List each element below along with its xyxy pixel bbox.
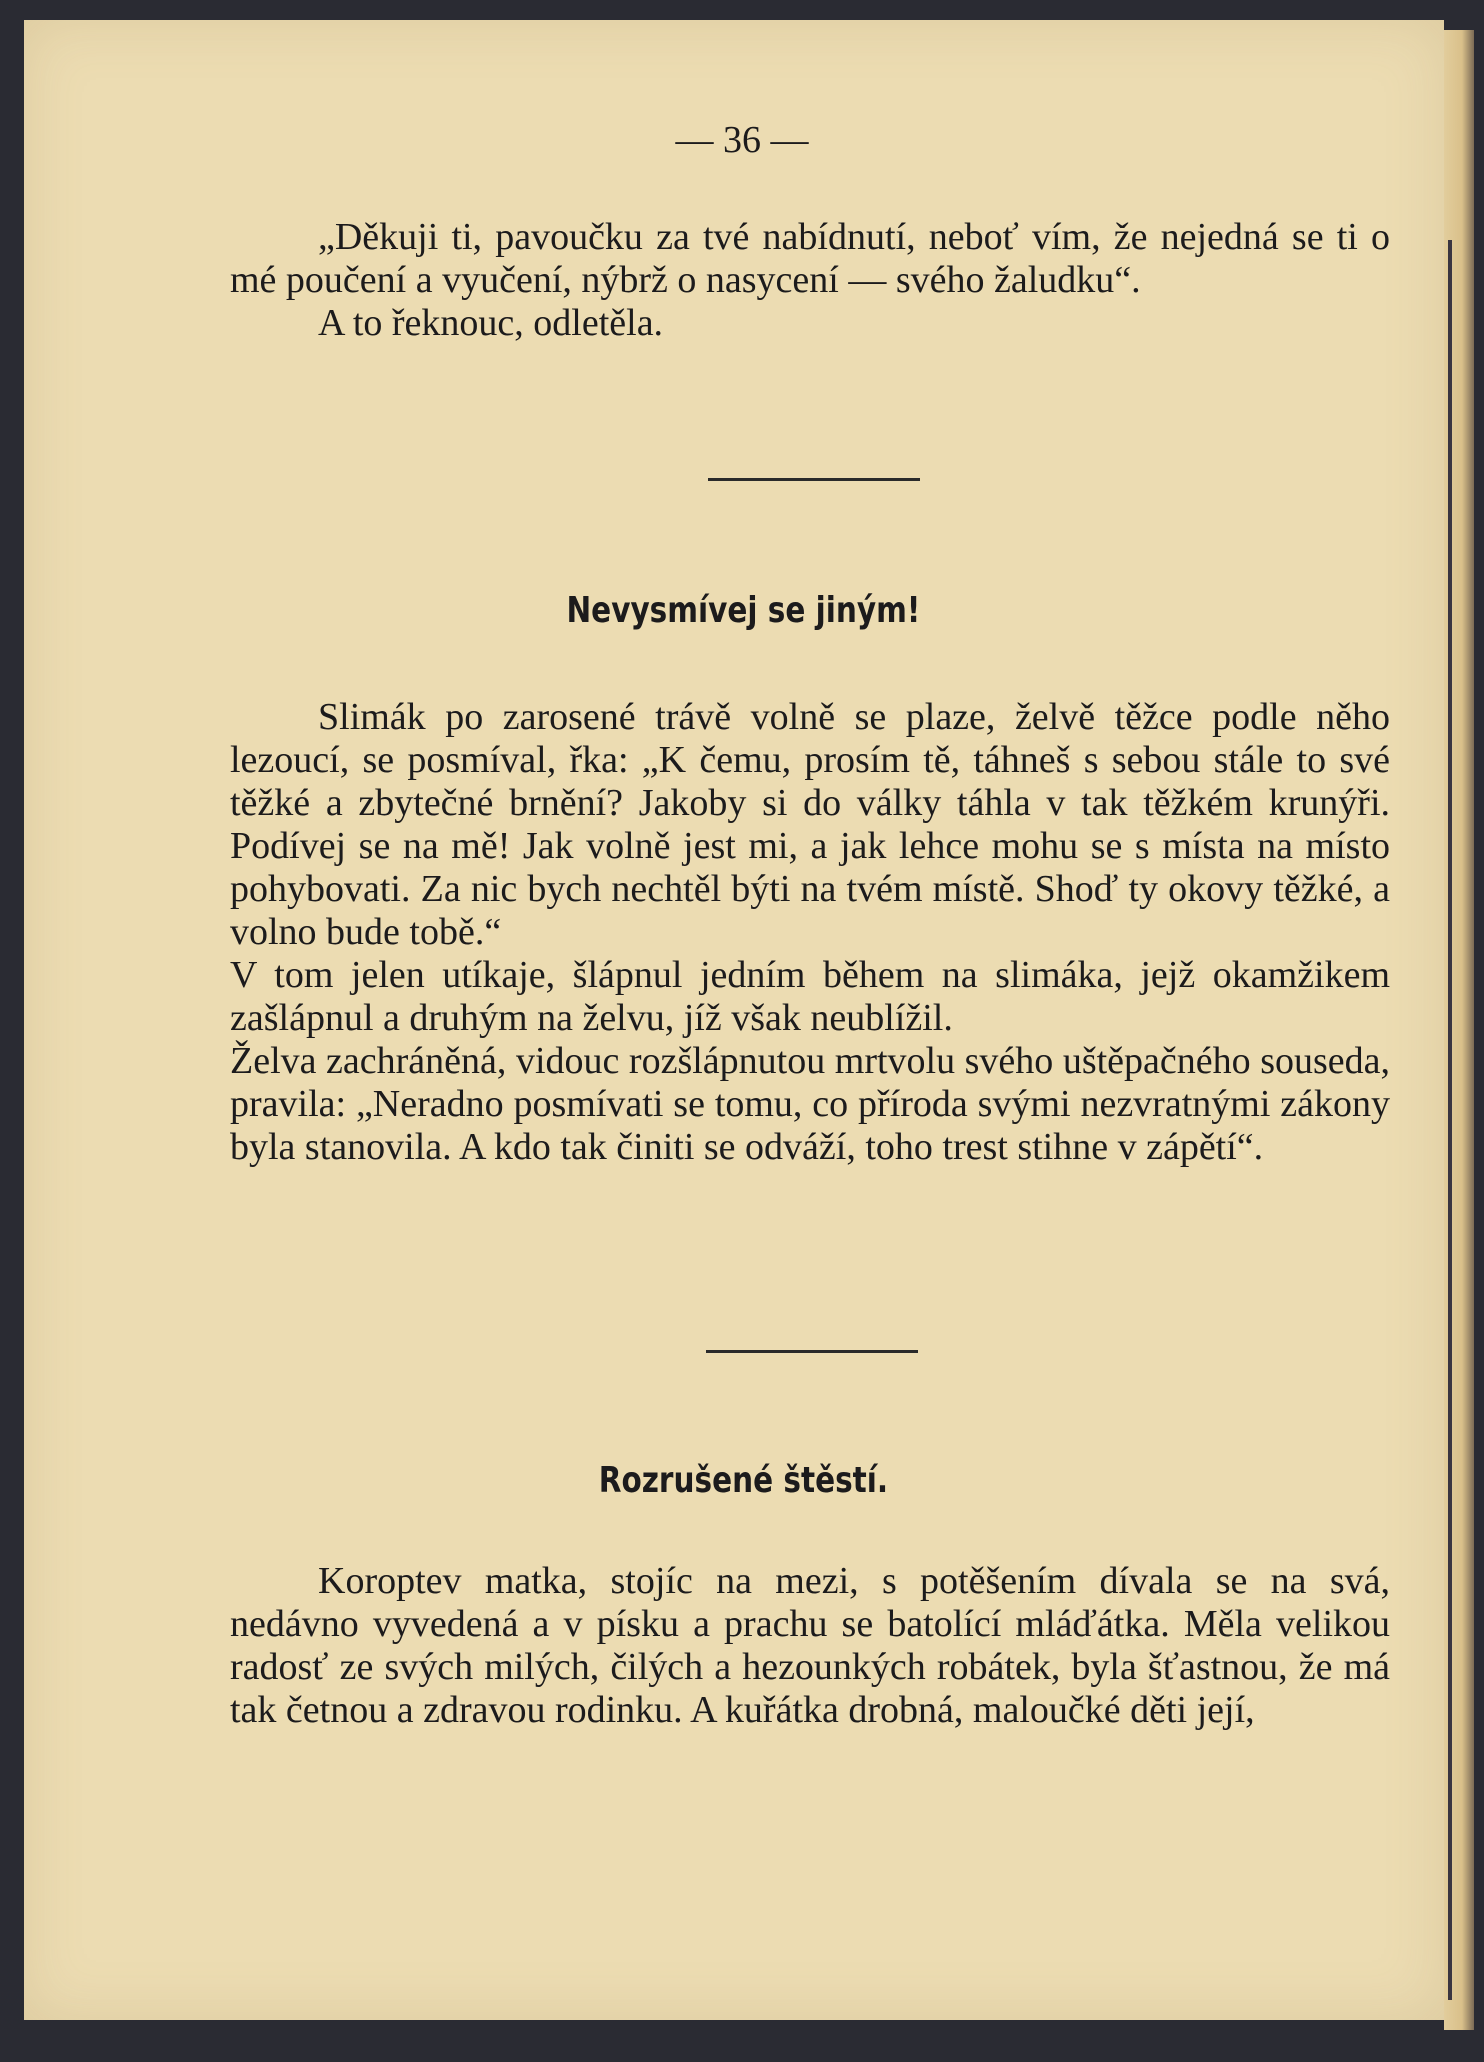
fable-title: Nevysmívej se jiným!	[566, 590, 921, 631]
paragraph: Slimák po zarosené trávě volně se plaze, želvě těžce podle něho lezoucí, se posmíval, řka: „K čemu, prosím tě, táhneš s sebou stále to své těžké a zbytečné brnění? Jakoby si do války táhla v tak těžkém krunýři. Podívej se na mě! Jak volně jest mi, a jak lehce mohu se s místa na místo pohybovati. Za nic bych nechtěl býti na tvém místě. Shoď ty okovy těžké, a volno bude tobě.“	[230, 696, 1390, 953]
paragraph: „Děkuji ti, pavoučku za tvé nabídnutí, neboť vím, že nejedná se ti o mé poučení a vyučení, nýbrž o nasycení — svého žaludku“.	[230, 216, 1390, 301]
fable-title: Rozrušené štěstí.	[598, 1460, 889, 1501]
paragraph: V tom jelen utíkaje, šlápnul jedním během na slimáka, jejž okamžikem zašlápnul a druhým na želvu, jíž však neublížil.	[230, 954, 1390, 1039]
page-number: — 36 —	[675, 119, 809, 161]
section-fable-rozrusene	[230, 1560, 1390, 1732]
paragraph: Želva zachráněná, vidouc rozšlápnutou mrtvolu svého uštěpačného souseda, pravila: „Neradno posmívati se tomu, co příroda svými nezvratnými zákony byla stanovila. A kdo tak činiti se odváží, toho trest stihne v zápětí“.	[230, 1040, 1390, 1168]
section-divider	[706, 1350, 918, 1353]
section-previous-fable	[230, 216, 1390, 345]
paragraph: A to řeknouc, odletěla.	[318, 302, 664, 344]
paragraph: Koroptev matka, stojíc na mezi, s potěšením dívala se na svá, nedávno vyvedená a v písku a prachu se batolící mláďátka. Měla velikou radosť ze svých milých, čilých a hezounkých robátek, byla šťastnou, že má tak četnou a zdravou rodinku. A kuřátka drobná, maloučké děti její,	[230, 1560, 1390, 1731]
section-fable-nevysmivej	[230, 696, 1390, 1169]
binding-shadow	[1448, 240, 1452, 2000]
section-divider	[708, 478, 920, 481]
